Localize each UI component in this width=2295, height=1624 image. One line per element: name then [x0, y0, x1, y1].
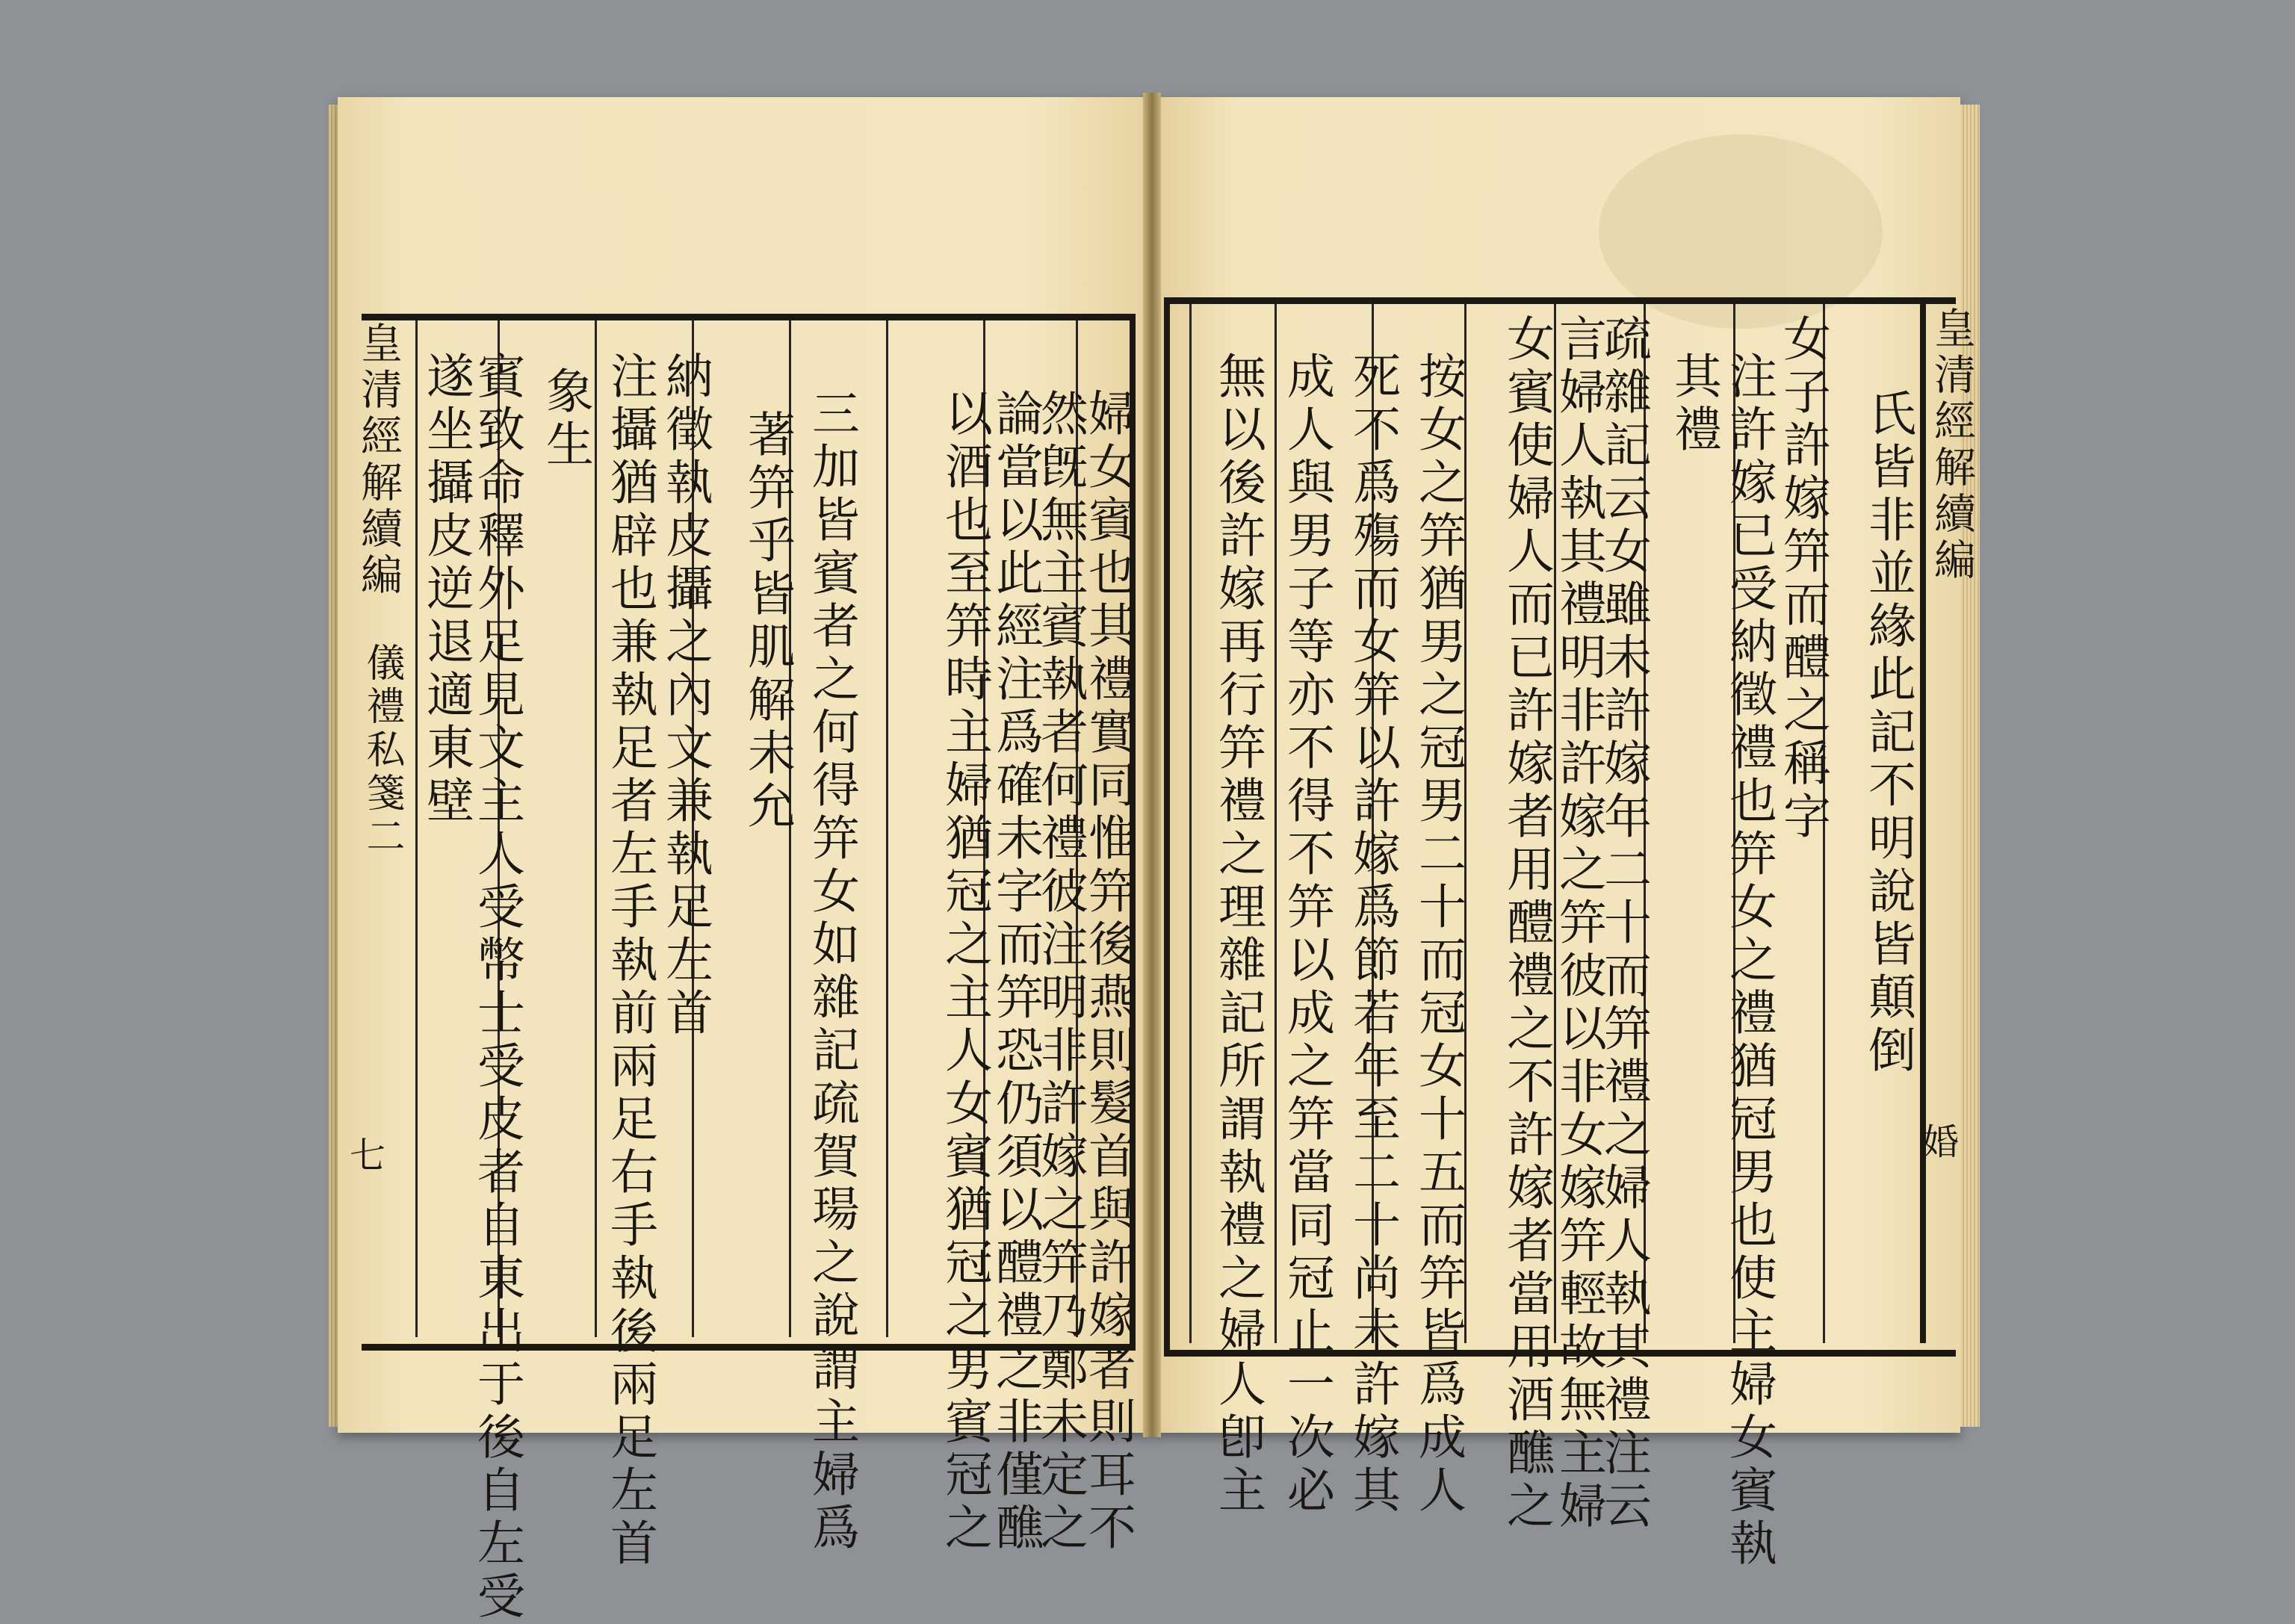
text-column: 遂坐攝皮逆退適東壁 — [418, 351, 474, 828]
text-column: 婦女賓也其禮實同惟笄後燕則髮首與許嫁者則耳不 — [1080, 388, 1136, 1555]
text-column: 論當以此經注爲確未字而笄恐仍須以醴禮之非僅醮 — [988, 388, 1043, 1555]
text-column: 死不爲殤而女笄以許嫁爲節若年至二十尚未許嫁其 — [1345, 351, 1400, 1518]
right-frame-border — [1164, 297, 1170, 1357]
margin-collection-title: 皇清經解續編 — [1927, 306, 1976, 584]
margin-chapter-title: 儀禮私箋二 — [359, 642, 404, 859]
text-column: 無以後許嫁再行笄禮之理雜記所謂執禮之婦人卽主 — [1210, 351, 1266, 1518]
text-column: 注攝猶辟也兼執足者左手執前兩足右手執後兩足左首 — [602, 351, 657, 1571]
column-rule — [886, 320, 888, 1337]
text-column: 按女之笄猶男之冠男二十而冠女十五而笄皆爲成人 — [1410, 351, 1466, 1518]
column-rule — [1275, 304, 1277, 1343]
page-number: 七 — [350, 1135, 386, 1177]
text-column: 以酒也至笄時主婦猶冠之主人女賓猶冠之男賓冠之 — [937, 388, 992, 1555]
page-edges-right — [1960, 105, 1980, 1427]
text-column: 然旣無主賓執者何禮彼注明非許嫁之笄乃鄭未定之 — [1032, 388, 1088, 1555]
margin-collection-title: 皇清經解續編 — [354, 321, 403, 599]
page-number: 婚 — [1923, 1121, 1960, 1163]
text-column: 注許嫁已受納徵禮也笄女之禮猶冠男也使主婦女賓執 — [1721, 351, 1777, 1571]
text-column: 三加皆賓者之何得笄女如雜記疏賀瑒之說謂主婦爲 — [804, 388, 859, 1555]
text-column: 言婦人執其禮明非許嫁之笄彼以非女嫁笄輕故無主婦 — [1551, 314, 1606, 1534]
text-column: 納徵執皮攝之內文兼執足左首 — [657, 351, 713, 1041]
book-spine — [1143, 93, 1161, 1437]
column-rule — [415, 320, 418, 1337]
text-column: 象生 — [538, 366, 593, 472]
text-column: 疏雜記云女雖未許嫁年二十而笄禮之婦人執其禮注云 — [1596, 314, 1651, 1534]
text-column: 女賓使婦人而已許嫁者用醴禮之不許嫁者當用酒醮之 — [1499, 314, 1554, 1534]
text-column: 賓致命釋外足見文主人受幣士受皮者自東出于後自左受 — [469, 351, 524, 1624]
text-column: 氏皆非並緣此記不明說皆顛倒 — [1860, 388, 1915, 1078]
text-column: 其禮 — [1666, 351, 1721, 457]
text-column: 成人與男子等亦不得不笄以成之笄當同冠止一次必 — [1279, 351, 1334, 1518]
text-column: 女子許嫁笄而醴之稱字 — [1775, 314, 1830, 844]
column-rule — [1189, 304, 1192, 1343]
column-rule — [595, 320, 597, 1337]
text-column: 著笄乎皆肌解未允 — [740, 409, 795, 834]
